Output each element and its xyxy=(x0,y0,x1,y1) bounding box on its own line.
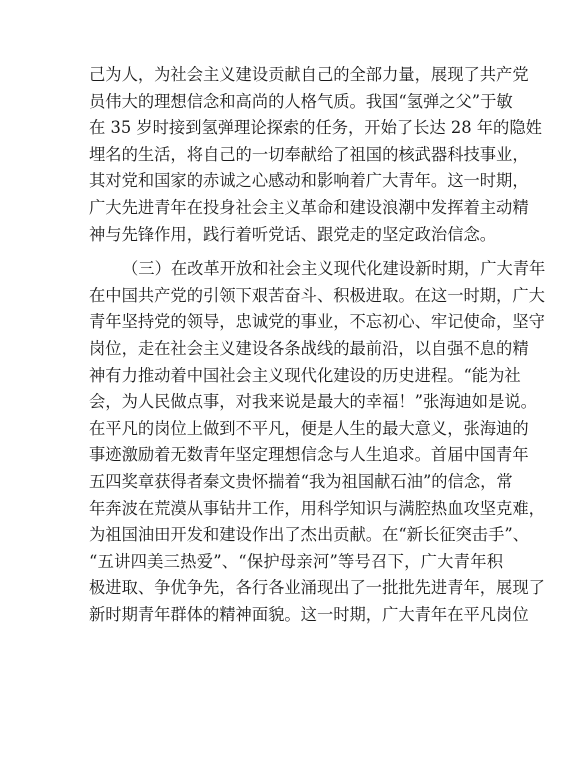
text-line: 神有力推动着中国社会主义现代化建设的历史进程。“能为社 xyxy=(89,365,521,385)
text-line: 会，为人民做点事，对我来说是最大的幸福！”张海迪如是说。 xyxy=(89,392,537,412)
text-line: 员伟大的理想信念和高尚的人格气质。我国“氢弹之父”于敏 xyxy=(89,91,513,111)
text-line: 在平凡的岗位上做到不平凡，便是人生的最大意义，张海迪的 xyxy=(89,418,529,438)
text-line: 己为人，为社会主义建设贡献自己的全部力量，展现了共产党 xyxy=(89,65,529,84)
text-line: 神与先锋作用，践行着听党话、跟党走的坚定政治信念。 xyxy=(89,224,497,244)
text-line: “五讲四美三热爱”、“保护母亲河”等号召下，广大青年积 xyxy=(89,551,503,571)
text-line: 五四奖章获得者秦文贵怀揣着“我为祖国献石油”的信念，常 xyxy=(89,471,513,491)
text-line: 广大先进青年在投身社会主义革命和建设浪潮中发挥着主动精 xyxy=(89,197,529,217)
body-text xyxy=(89,62,546,628)
text-line: 岗位，走在社会主义建设各条战线的最前沿，以自强不息的精 xyxy=(89,338,529,358)
text-line: 在 35 岁时接到氢弹理论探索的任务，开始了长达 28 年的隐姓 xyxy=(89,118,542,138)
paragraph-gap xyxy=(89,248,503,256)
text-line: 埋名的生活，将自己的一切奉献给了祖国的核武器科技事业， xyxy=(89,144,529,164)
text-line: 极进取、争优争先，各行各业涌现出了一批批先进青年，展现了 xyxy=(89,578,545,598)
text-line: 在中国共产党的引领下艰苦奋斗、积极进取。在这一时期，广大 xyxy=(89,285,545,305)
text-line: 年奔波在荒漠从事钻井工作，用科学知识与满腔热血攻坚克难， xyxy=(89,498,545,518)
text-line: 事迹激励着无数青年坚定理想信念与人生追求。首届中国青年 xyxy=(89,445,529,465)
text-line: 新时期青年群体的精神面貌。这一时期，广大青年在平凡岗位 xyxy=(89,604,529,624)
text-line: 其对党和国家的赤诚之心感动和影响着广大青年。这一时期， xyxy=(89,171,529,191)
text-line: （三）在改革开放和社会主义现代化建设新时期，广大青年 xyxy=(122,259,546,279)
paragraph-2 xyxy=(89,256,546,628)
paragraph-1 xyxy=(89,62,542,248)
text-line: 青年坚持党的领导，忠诚党的事业，不忘初心、牢记使命，坚守 xyxy=(89,312,545,332)
text-line: 为祖国油田开发和建设作出了杰出贡献。在“新长征突击手”、 xyxy=(89,525,529,545)
